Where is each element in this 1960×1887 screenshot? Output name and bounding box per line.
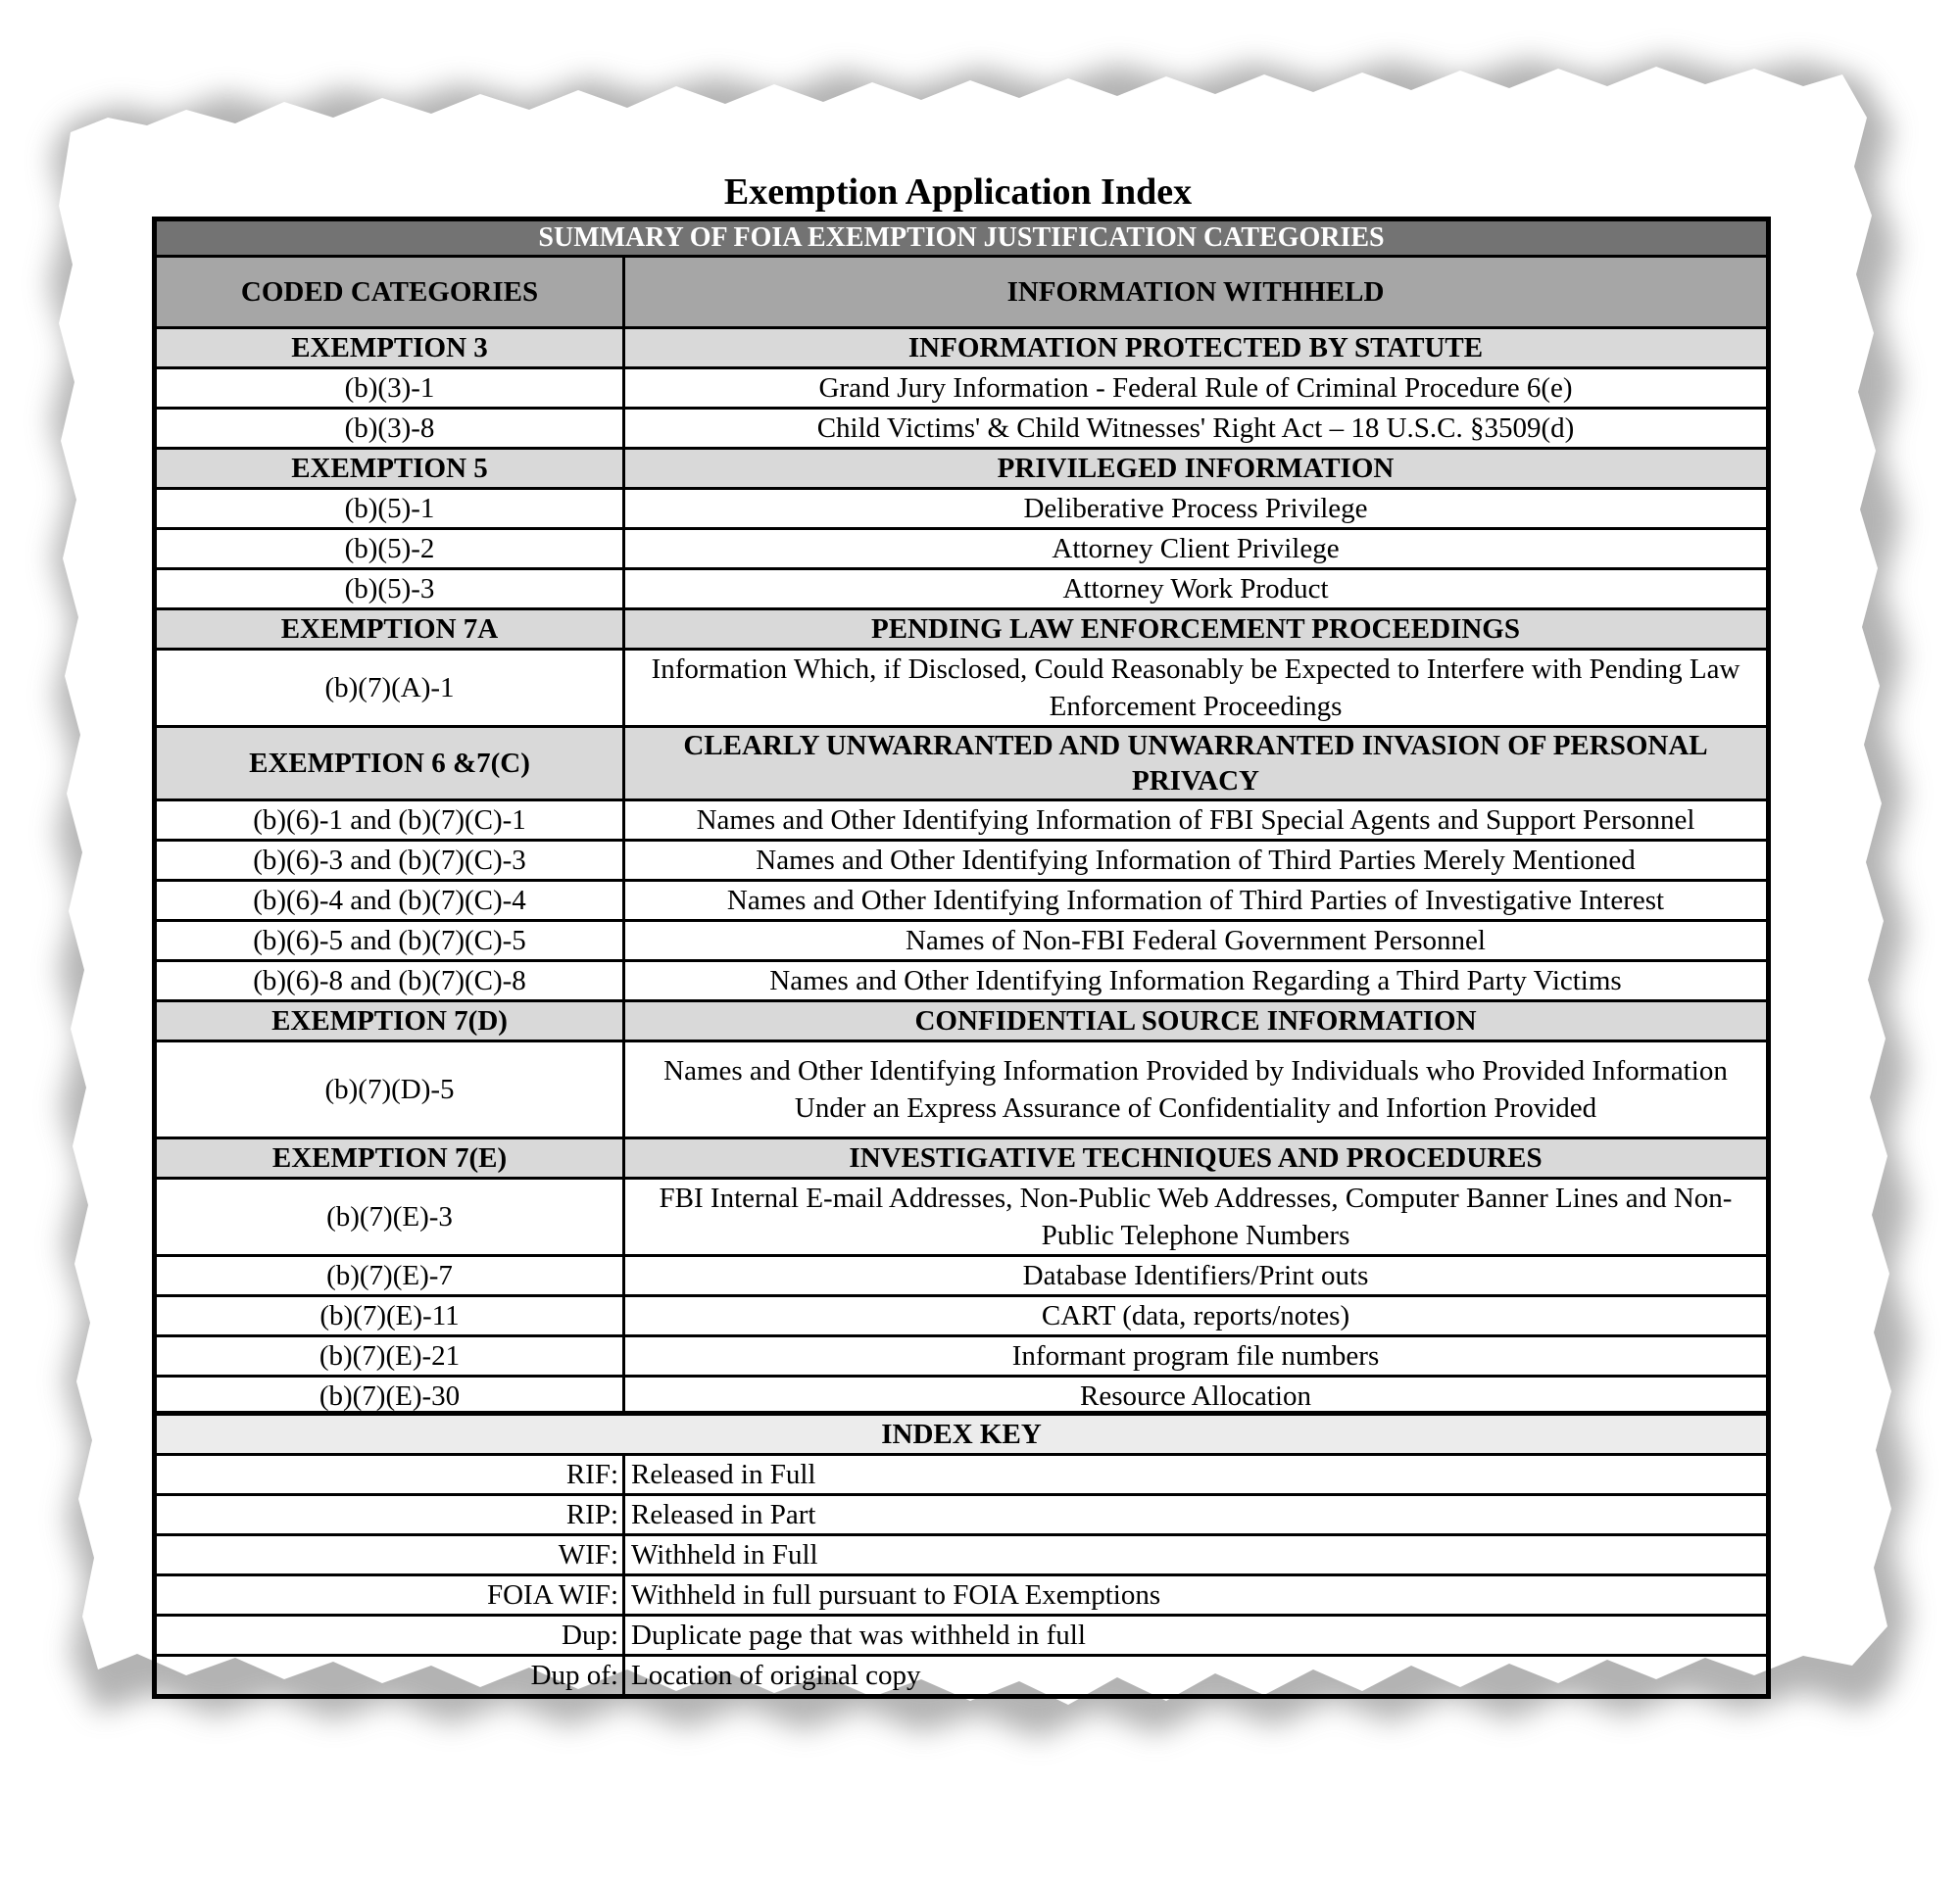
item-description: Information Which, if Disclosed, Could Reasonably be Expected to Interfere with Pending Law Enforcement Proceedings <box>624 650 1769 727</box>
item-description: Names and Other Identifying Information of Third Parties Merely Mentioned <box>624 841 1769 881</box>
item-code: (b)(6)-4 and (b)(7)(C)-4 <box>155 881 624 921</box>
table-row <box>155 1256 1769 1296</box>
key-row <box>155 1575 1769 1616</box>
key-abbreviation: Dup: <box>155 1616 624 1656</box>
key-abbreviation: Dup of: <box>155 1656 624 1697</box>
item-code: (b)(7)(D)-5 <box>155 1041 624 1138</box>
table-row <box>155 800 1769 841</box>
item-code: (b)(7)(A)-1 <box>155 650 624 727</box>
summary-banner: SUMMARY OF FOIA EXEMPTION JUSTIFICATION CATEGORIES <box>155 219 1769 257</box>
item-description: Grand Jury Information - Federal Rule of Criminal Procedure 6(e) <box>624 368 1769 409</box>
item-code: (b)(5)-3 <box>155 569 624 609</box>
table-row <box>155 650 1769 727</box>
category-row <box>155 1138 1769 1179</box>
item-description: Database Identifiers/Print outs <box>624 1256 1769 1296</box>
item-description: FBI Internal E-mail Addresses, Non-Public Web Addresses, Computer Banner Lines and Non-Public Telephone Numbers <box>624 1179 1769 1256</box>
item-code: (b)(5)-2 <box>155 529 624 569</box>
category-label: INVESTIGATIVE TECHNIQUES AND PROCEDURES <box>624 1138 1769 1179</box>
category-code: EXEMPTION 7(D) <box>155 1001 624 1041</box>
key-meaning: Duplicate page that was withheld in full <box>624 1616 1769 1656</box>
category-label: PENDING LAW ENFORCEMENT PROCEEDINGS <box>624 609 1769 650</box>
item-description: Names and Other Identifying Information Provided by Individuals who Provided Information Under an Express Assurance of Confidentiality and Infortion Provided <box>624 1041 1769 1138</box>
item-code: (b)(7)(E)-7 <box>155 1256 624 1296</box>
item-code: (b)(6)-1 and (b)(7)(C)-1 <box>155 800 624 841</box>
table-row <box>155 529 1769 569</box>
key-row <box>155 1495 1769 1535</box>
item-code: (b)(7)(E)-30 <box>155 1377 624 1418</box>
key-abbreviation: RIF: <box>155 1455 624 1495</box>
item-description: Names and Other Identifying Information of FBI Special Agents and Support Personnel <box>624 800 1769 841</box>
category-row <box>155 328 1769 368</box>
column-header-coded-categories: CODED CATEGORIES <box>155 257 624 328</box>
key-meaning: Location of original copy <box>624 1656 1769 1697</box>
item-description: Attorney Work Product <box>624 569 1769 609</box>
table-row <box>155 1336 1769 1377</box>
category-code: EXEMPTION 7(E) <box>155 1138 624 1179</box>
category-label: CONFIDENTIAL SOURCE INFORMATION <box>624 1001 1769 1041</box>
index-key-heading: INDEX KEY <box>155 1414 1769 1455</box>
key-meaning: Withheld in full pursuant to FOIA Exemptions <box>624 1575 1769 1616</box>
item-description: Names and Other Identifying Information of Third Parties of Investigative Interest <box>624 881 1769 921</box>
item-description: Informant program file numbers <box>624 1336 1769 1377</box>
item-code: (b)(6)-3 and (b)(7)(C)-3 <box>155 841 624 881</box>
item-code: (b)(6)-8 and (b)(7)(C)-8 <box>155 961 624 1001</box>
item-description: Child Victims' & Child Witnesses' Right Act – 18 U.S.C. §3509(d) <box>624 409 1769 449</box>
category-label: CLEARLY UNWARRANTED AND UNWARRANTED INVASION OF PERSONAL PRIVACY <box>624 727 1769 800</box>
item-description: Names of Non-FBI Federal Government Personnel <box>624 921 1769 961</box>
item-description: Names and Other Identifying Information Regarding a Third Party Victims <box>624 961 1769 1001</box>
category-label: PRIVILEGED INFORMATION <box>624 449 1769 489</box>
key-meaning: Released in Full <box>624 1455 1769 1495</box>
category-code: EXEMPTION 3 <box>155 328 624 368</box>
table-row <box>155 368 1769 409</box>
item-code: (b)(7)(E)-3 <box>155 1179 624 1256</box>
item-code: (b)(7)(E)-21 <box>155 1336 624 1377</box>
item-code: (b)(5)-1 <box>155 489 624 529</box>
table-row <box>155 569 1769 609</box>
key-row <box>155 1616 1769 1656</box>
table-row <box>155 961 1769 1001</box>
item-description: Attorney Client Privilege <box>624 529 1769 569</box>
table-row <box>155 409 1769 449</box>
table-row <box>155 841 1769 881</box>
category-row <box>155 1001 1769 1041</box>
category-code: EXEMPTION 6 &7(C) <box>155 727 624 800</box>
key-row <box>155 1535 1769 1575</box>
item-code: (b)(6)-5 and (b)(7)(C)-5 <box>155 921 624 961</box>
table-row <box>155 921 1769 961</box>
item-code: (b)(3)-8 <box>155 409 624 449</box>
key-row <box>155 1656 1769 1697</box>
key-row <box>155 1455 1769 1495</box>
document-title: Exemption Application Index <box>723 171 1193 213</box>
table-row <box>155 881 1769 921</box>
key-meaning: Released in Part <box>624 1495 1769 1535</box>
item-description: CART (data, reports/notes) <box>624 1296 1769 1336</box>
item-code: (b)(3)-1 <box>155 368 624 409</box>
category-row <box>155 449 1769 489</box>
category-code: EXEMPTION 5 <box>155 449 624 489</box>
item-description: Resource Allocation <box>624 1377 1769 1418</box>
category-row <box>155 727 1769 800</box>
key-abbreviation: FOIA WIF: <box>155 1575 624 1616</box>
key-abbreviation: RIP: <box>155 1495 624 1535</box>
item-description: Deliberative Process Privilege <box>624 489 1769 529</box>
exemption-summary-table <box>152 217 1771 1420</box>
table-row <box>155 1296 1769 1336</box>
category-row <box>155 609 1769 650</box>
category-code: EXEMPTION 7A <box>155 609 624 650</box>
category-label: INFORMATION PROTECTED BY STATUTE <box>624 328 1769 368</box>
table-row <box>155 489 1769 529</box>
index-key-table <box>152 1411 1771 1699</box>
key-meaning: Withheld in Full <box>624 1535 1769 1575</box>
table-row <box>155 1179 1769 1256</box>
item-code: (b)(7)(E)-11 <box>155 1296 624 1336</box>
column-header-information-withheld: INFORMATION WITHHELD <box>624 257 1769 328</box>
table-row <box>155 1041 1769 1138</box>
key-abbreviation: WIF: <box>155 1535 624 1575</box>
